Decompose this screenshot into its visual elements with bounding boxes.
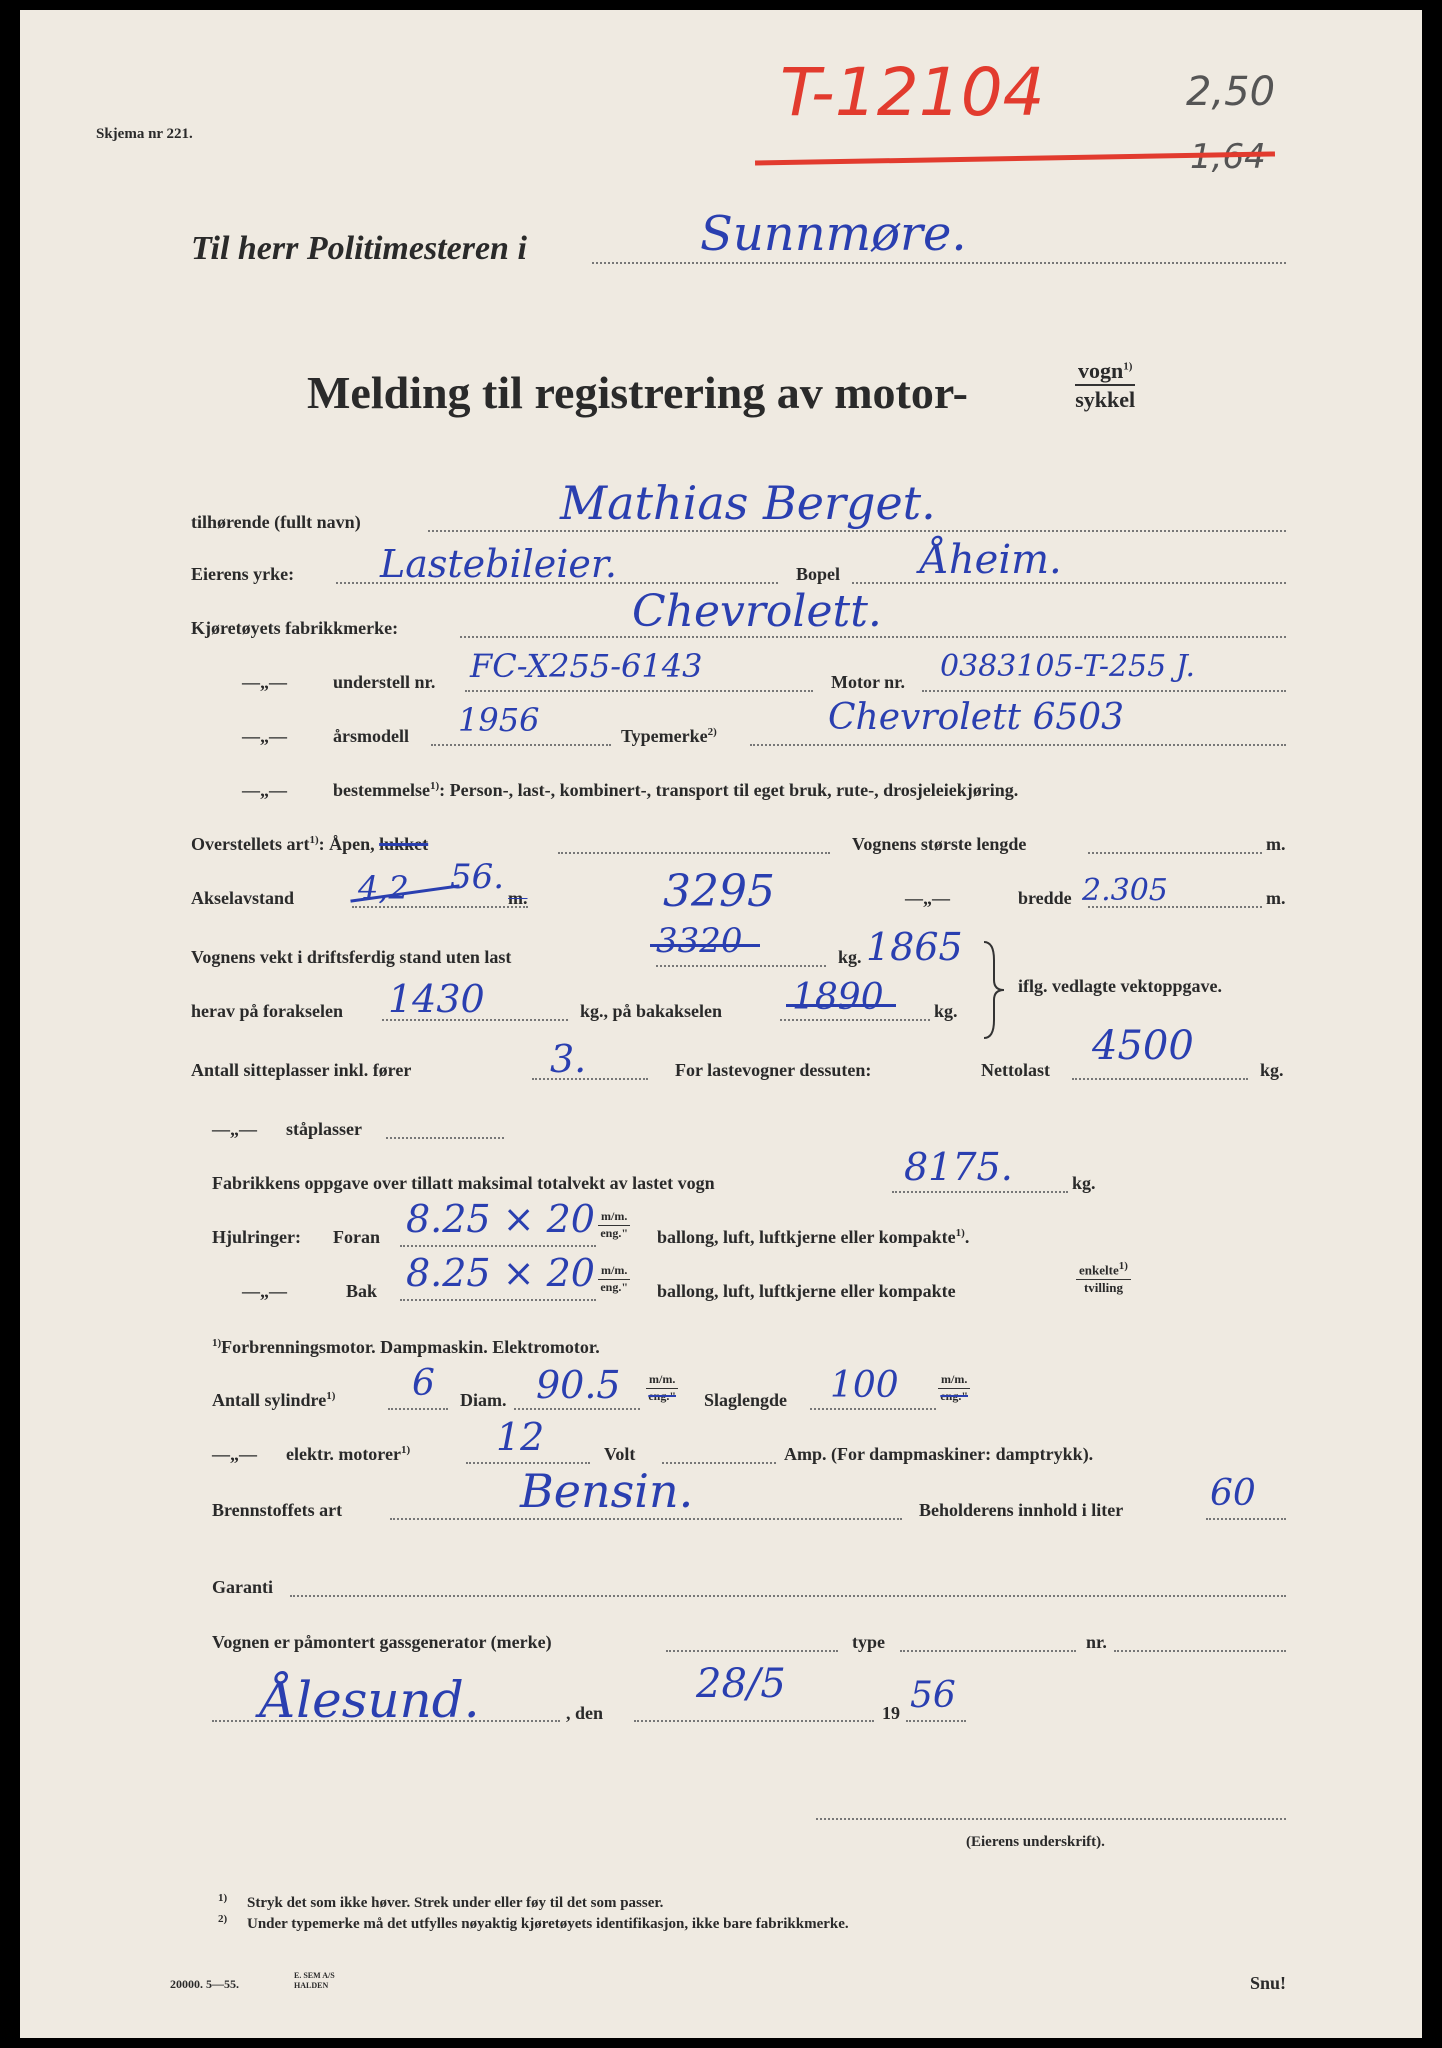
tyres-label: Hjulringer:	[212, 1227, 301, 1247]
purpose-label: bestemmelse	[333, 780, 430, 800]
gas-generator-line	[666, 1650, 838, 1652]
cylinders-line	[388, 1408, 448, 1410]
chassis-value: FC-X255-6143	[470, 647, 703, 685]
front-tyre-unit	[598, 1210, 630, 1241]
body-line	[558, 852, 830, 854]
diameter-label: Diam.	[460, 1390, 507, 1410]
volt-label: Volt	[604, 1444, 636, 1464]
dash-rear-tyre: —„—	[242, 1281, 287, 1301]
footnote-1: Stryk det som ikke høver. Strek under eller føy til det som passer.	[247, 1895, 664, 1911]
motor-line	[922, 690, 1286, 692]
electric-row	[286, 1445, 410, 1463]
diameter-unit-top: m/m.	[646, 1373, 678, 1389]
payload-line	[1072, 1078, 1248, 1080]
engine-types: Forbrenningsmotor. Dampmaskin. Elektromotor.	[221, 1337, 600, 1357]
job-label: Eierens yrke:	[191, 564, 295, 584]
brace-icon	[980, 940, 1008, 1040]
gross-weight-unit: kg.	[1072, 1173, 1096, 1193]
motor-value: 0383105-T-255 J.	[940, 649, 1195, 684]
turn-over-note: Snu!	[1250, 1973, 1287, 1993]
footnote-1-mark: 1)	[218, 1892, 228, 1904]
sign-year-line	[906, 1720, 966, 1722]
payload-unit: kg.	[1260, 1060, 1284, 1080]
chassis-label: understell nr.	[333, 672, 436, 692]
dash-electric: —„—	[212, 1444, 257, 1464]
fuel-value: Bensin.	[520, 1464, 694, 1518]
axle-unit: m.	[508, 888, 528, 908]
form-title: Melding til registrering av motor-	[307, 367, 968, 418]
year-value: 1956	[458, 701, 540, 739]
rear-axle-unit: kg.	[934, 1001, 958, 1021]
single-option-note: 1)	[1118, 1260, 1128, 1272]
warranty-line	[290, 1595, 1286, 1597]
standing-label: ståplasser	[286, 1119, 362, 1139]
standing-line	[386, 1137, 504, 1139]
gas-type-label: type	[852, 1632, 885, 1652]
footnote-2: Under typemerke må det utfylles nøyaktig kjøretøyets identifikasjon, ikke bare fabrikkmerke.	[247, 1916, 849, 1932]
date-label: , den	[566, 1703, 604, 1723]
owner-label: tilhørende (fullt navn)	[191, 512, 361, 532]
dash-year: —„—	[242, 726, 287, 746]
purpose-note: 1)	[429, 780, 440, 792]
rear-axle-struck-value: 1890	[792, 977, 884, 1018]
fuel-label: Brennstoffets art	[212, 1500, 343, 1520]
axle-label: Akselavstand	[191, 888, 295, 908]
owner-line	[428, 530, 1286, 532]
date-line	[634, 1720, 874, 1722]
gas-type-line	[900, 1650, 1076, 1652]
single-twin-choice	[1076, 1260, 1131, 1296]
cylinders-label: Antall sylindre	[212, 1390, 327, 1410]
rear-axle-line	[780, 1019, 930, 1021]
schema-number: Skjema nr 221.	[96, 126, 193, 142]
front-tyre-types-note: 1)	[955, 1227, 965, 1239]
home-value: Åheim.	[920, 537, 1062, 583]
front-tyre-unit-top: m/m.	[598, 1210, 630, 1226]
rear-tyre-unit	[598, 1264, 630, 1295]
electric-label: elektr. motorer	[286, 1444, 401, 1464]
front-tyre-unit-bottom: eng."	[600, 1225, 628, 1240]
home-label: Bopel	[796, 564, 841, 584]
front-axle-label: herav på forakselen	[191, 1001, 343, 1021]
axle-value-a: 56.	[450, 857, 505, 897]
year-line	[431, 744, 611, 746]
weight-unit: kg.	[838, 947, 862, 967]
engine-types-row	[212, 1338, 600, 1356]
stroke-unit-bottom: eng."	[940, 1388, 968, 1403]
rear-axle-strike-mark	[786, 1004, 896, 1007]
tank-label: Beholderens innhold i liter	[919, 1500, 1124, 1520]
place-value: Ålesund.	[260, 1671, 480, 1729]
body-options: : Åpen,	[318, 834, 375, 854]
seats-value: 3.	[550, 1037, 587, 1081]
dash-purpose: —„—	[242, 780, 287, 800]
stroke-unit-top: m/m.	[938, 1373, 970, 1389]
cylinders-row	[212, 1391, 335, 1409]
stroke-unit	[938, 1373, 970, 1404]
warranty-label: Garanti	[212, 1577, 273, 1597]
printer-name: E. SEM A/S	[294, 1971, 335, 1980]
dash-chassis: —„—	[242, 672, 287, 692]
length-line	[1088, 852, 1262, 854]
rear-tyre-value: 8.25 × 20	[406, 1251, 595, 1295]
diameter-value: 90.5	[536, 1363, 621, 1407]
width-label: bredde	[1018, 888, 1072, 908]
rear-axle-label: kg., på bakakselen	[580, 1001, 723, 1021]
rear-tyre-unit-bottom: eng."	[600, 1279, 628, 1294]
rear-tyre-unit-top: m/m.	[598, 1264, 630, 1280]
weight-struck-value: 3320	[656, 921, 743, 961]
weighing-note: iflg. vedlagte vektoppgave.	[1018, 976, 1222, 996]
length-unit: m.	[1266, 834, 1286, 854]
rear-tyre-label: Bak	[346, 1281, 378, 1301]
gas-nr-label: nr.	[1086, 1632, 1107, 1652]
dash-width: —„—	[905, 888, 950, 908]
stroke-value: 100	[830, 1365, 899, 1406]
signature-label: (Eierens underskrift).	[966, 1834, 1105, 1850]
printer-city: HALDEN	[294, 1981, 329, 1990]
body-row	[191, 835, 428, 853]
motor-label: Motor nr.	[831, 672, 905, 692]
make-value: Chevrolett.	[632, 586, 882, 637]
diameter-unit	[646, 1373, 678, 1404]
print-info: 20000. 5—55.	[170, 1977, 239, 1991]
weight-value: 1865	[866, 925, 963, 969]
cylinders-value: 6	[412, 1363, 435, 1404]
title-vogn: vogn	[1078, 358, 1124, 383]
year-prefix: 19	[882, 1703, 900, 1723]
footnote-2-mark: 2)	[218, 1913, 228, 1925]
date-value: 28/5	[696, 1661, 786, 1707]
diameter-unit-bottom: eng."	[648, 1388, 676, 1403]
single-option: enkelte	[1079, 1262, 1119, 1278]
payload-label: Nettolast	[981, 1060, 1050, 1080]
weight-strike-mark	[650, 944, 760, 947]
type-label-note: 2)	[707, 726, 717, 738]
signature-line	[816, 1818, 1286, 1820]
title-sykkel: sykkel	[1075, 387, 1136, 413]
electric-value: 12	[496, 1415, 545, 1459]
purpose-options: : Person-, last-, kombinert-, transport til eget bruk, rute-, drosjeleiekjøring.	[439, 780, 1019, 800]
owner-value: Mathias Berget.	[560, 476, 936, 530]
front-tyre-line	[400, 1245, 596, 1247]
electric-note: 1)	[400, 1444, 411, 1456]
gross-weight-label: Fabrikkens oppgave over tillatt maksimal totalvekt av lastet vogn	[212, 1173, 715, 1193]
district-line	[592, 262, 1286, 264]
gas-generator-label: Vognen er påmontert gassgenerator (merke)	[212, 1632, 552, 1652]
amp-label: Amp. (For dampmaskiner: damptrykk).	[784, 1444, 1094, 1464]
rear-tyre-types: ballong, luft, luftkjerne eller kompakte	[657, 1281, 956, 1301]
body-label: Overstellets art	[191, 834, 310, 854]
lorry-label: For lastevogner dessuten:	[675, 1060, 872, 1080]
type-label	[621, 727, 717, 745]
axle-value-b: 3295	[663, 866, 775, 917]
front-tyre-types-text: ballong, luft, luftkjerne eller kompakte	[657, 1227, 956, 1247]
diameter-line	[514, 1408, 640, 1410]
body-closed-struck: lukket	[379, 834, 429, 854]
gross-weight-value: 8175.	[904, 1145, 1013, 1189]
home-line	[852, 582, 1286, 584]
width-value: 2.305	[1082, 873, 1168, 908]
width-unit: m.	[1266, 888, 1286, 908]
dash-standing: —„—	[212, 1119, 257, 1139]
rear-tyre-line	[400, 1299, 596, 1301]
gross-weight-line	[892, 1191, 1068, 1193]
title-vehicle-type	[1075, 358, 1135, 413]
axle-struck-value: 4,2	[358, 869, 409, 907]
job-value: Lastebileier.	[380, 542, 617, 586]
district-value: Sunnmøre.	[700, 206, 967, 262]
purpose-row	[333, 781, 1018, 799]
front-tyre-value: 8.25 × 20	[406, 1197, 595, 1241]
price-note-a: 2,50	[1186, 69, 1276, 115]
twin-option: tvilling	[1083, 1280, 1123, 1296]
make-label: Kjøretøyets fabrikkmerke:	[191, 618, 399, 638]
chassis-line	[465, 690, 813, 692]
type-label-text: Typemerke	[621, 726, 708, 746]
front-axle-value: 1430	[388, 977, 485, 1021]
address-label: Til herr Politimesteren i	[191, 230, 527, 267]
payload-value: 4500	[1092, 1023, 1194, 1069]
tank-value: 60	[1210, 1473, 1256, 1514]
body-note: 1)	[309, 834, 319, 846]
engine-types-note: 1)	[212, 1337, 222, 1349]
price-note-b: 1,64	[1190, 137, 1266, 177]
stroke-line	[810, 1408, 936, 1410]
weight-line	[656, 965, 826, 967]
registration-form-page	[20, 10, 1422, 2038]
fuel-line	[390, 1518, 902, 1520]
tank-line	[1206, 1518, 1286, 1520]
gas-nr-line	[1114, 1650, 1286, 1652]
length-label: Vognens største lengde	[852, 834, 1027, 854]
stroke-label: Slaglengde	[704, 1390, 788, 1410]
front-tyre-label: Foran	[333, 1227, 380, 1247]
weight-label: Vognens vekt i driftsferdig stand uten last	[191, 947, 512, 967]
front-tyre-types: ballong, luft, luftkjerne eller kompakte$^{1)}$.	[657, 1227, 970, 1247]
title-vogn-note: 1)	[1123, 360, 1133, 373]
type-line	[750, 744, 1286, 746]
year-label: årsmodell	[333, 726, 409, 746]
cylinders-note: 1)	[326, 1390, 336, 1402]
registration-number-stamp: T-12104	[780, 54, 1045, 131]
type-value: Chevrolett 6503	[828, 697, 1125, 738]
sign-year-value: 56	[910, 1675, 956, 1716]
seats-label: Antall sitteplasser inkl. fører	[191, 1060, 412, 1080]
